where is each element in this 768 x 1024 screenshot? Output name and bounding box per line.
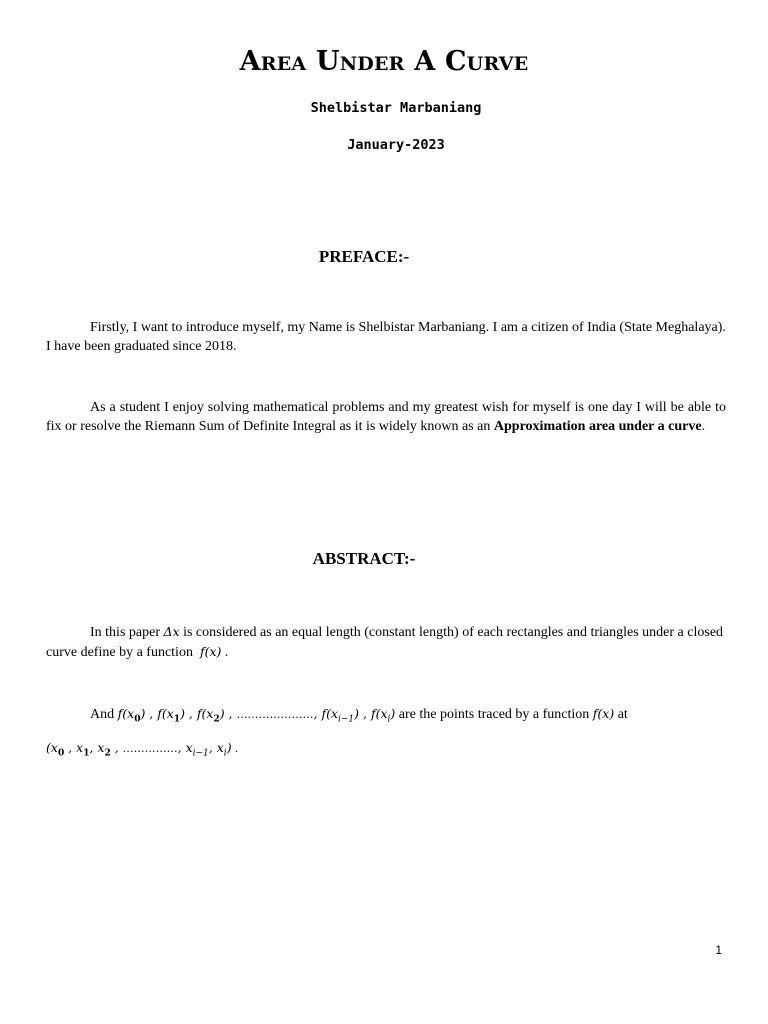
- preface-heading: PREFACE:-: [318, 247, 410, 266]
- abstract-paragraph-1: [46, 622, 726, 662]
- abstract-paragraph-3-end: .: [235, 743, 238, 755]
- x-sequence-math: ($x_0$ , $x_1$, $x_2$ , ……………, $x_{i-1}$, $x_i$): [46, 740, 232, 759]
- ellipsis-long: …………………: [236, 708, 314, 721]
- author-name: Shelbistar Marbaniang: [310, 100, 482, 116]
- abstract-paragraph-1-text-b: is considered as an equal length (constant length) of each rectangles and triangles under a closed curve define by a function: [46, 625, 724, 660]
- page-number: 1: [715, 943, 722, 957]
- fx-math-2: f(x): [592, 706, 615, 721]
- abstract-paragraph-2-mid: are the points traced by a function: [395, 707, 593, 722]
- preface-paragraph-2-bold: Approximation area under a curve: [493, 419, 702, 434]
- publication-date: January-2023: [347, 137, 445, 153]
- abstract-heading: ABSTRACT:-: [312, 549, 416, 568]
- preface-paragraph-2: [46, 398, 726, 436]
- abstract-paragraph-1-text-a: In this paper: [90, 625, 164, 640]
- preface-paragraph-2-text: As a student I enjoy solving mathematical problems and my greatest wish for myself is one day I will be able to fix or resolve the Riemann Sum of Definite Integral as it is widely known as an: [46, 400, 726, 434]
- abstract-paragraph-2: [46, 704, 726, 730]
- delta-x-math: Δx: [163, 624, 180, 639]
- preface-paragraph-1: [46, 318, 726, 356]
- preface-paragraph-1-text: Firstly, I want to introduce myself, my Name is Shelbistar Marbaniang. I am a citizen of India (State Meghalaya). I have been graduated since 2018.: [46, 320, 726, 354]
- document-title: Area Under A Curve: [239, 46, 529, 77]
- ellipsis-short: ……………: [122, 742, 178, 755]
- abstract-paragraph-3: [46, 738, 726, 764]
- abstract-paragraph-2-and: And: [90, 707, 118, 722]
- abstract-paragraph-2-at: at: [614, 707, 628, 722]
- points-sequence-math: $f(x_0)$ , $f(x_1)$ , $f(x_2)$ , …………………, $f(x_{i-1})$ , $f(x_i)$: [117, 706, 396, 725]
- preface-paragraph-2-end: .: [701, 419, 706, 434]
- abstract-paragraph-1-end: .: [221, 645, 229, 660]
- fx-math: f(x): [199, 644, 222, 659]
